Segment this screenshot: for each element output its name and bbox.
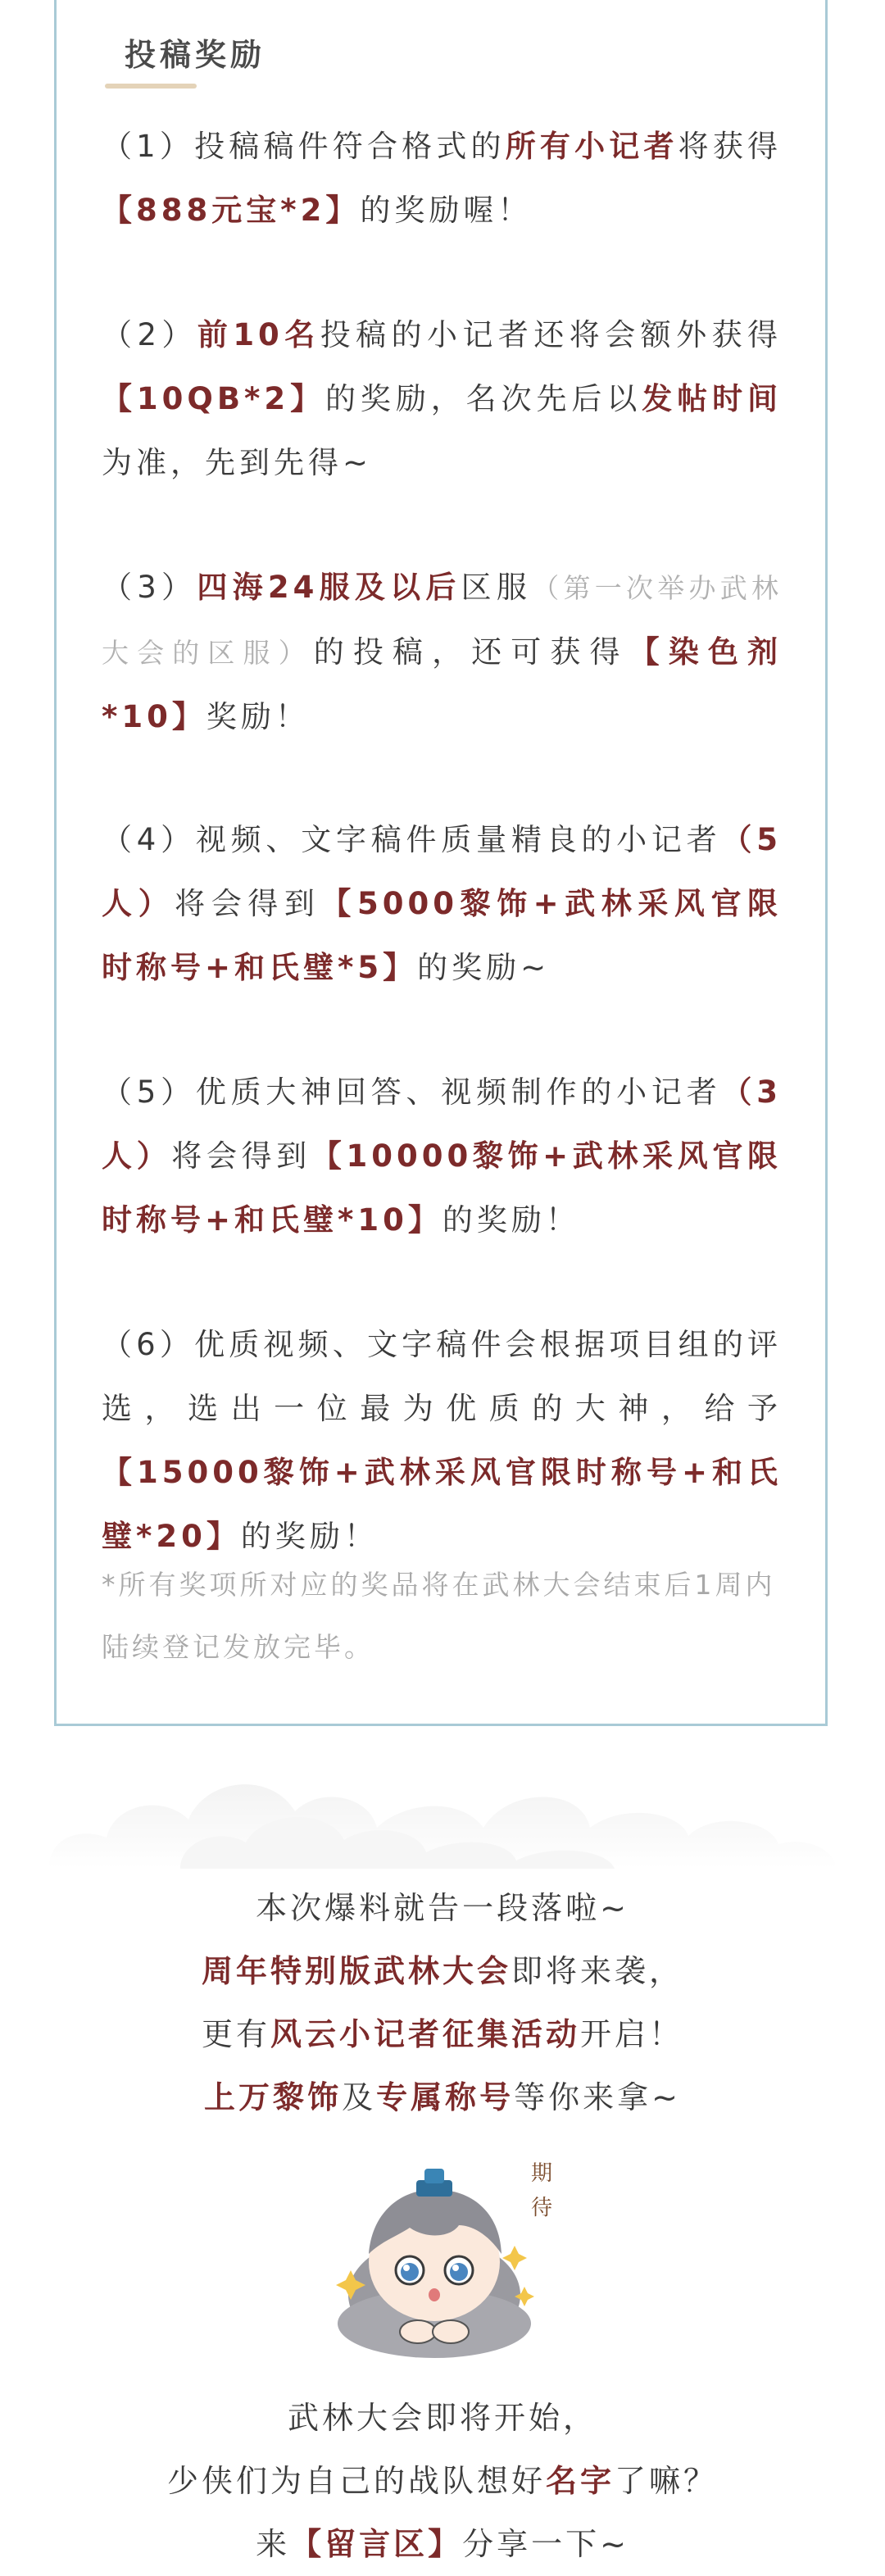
item-text: 投稿的小记者还将会额外获得 [320, 317, 783, 352]
reward-item-6 [102, 1313, 782, 1569]
item-label: （3） [102, 570, 197, 605]
item-highlight: 所有小记者 [505, 129, 678, 164]
comment-section-link: 【留言区】 [290, 2526, 463, 2562]
closing-line-2 [0, 2450, 885, 2513]
item-text: 投稿稿件符合格式的 [194, 129, 506, 164]
outro-text: 及 [342, 2079, 377, 2115]
item-highlight: 发帖时间 [642, 381, 782, 416]
item-text: 的投稿，还可获得 [313, 634, 629, 670]
closing-text: 少侠们为自己的战队想好 [166, 2463, 546, 2499]
item-label: （4） [102, 822, 196, 857]
title-underline [105, 84, 197, 89]
item-highlight: 【10000黎饰+武林采风官限时称号+和氏璧*10】 [102, 1138, 783, 1238]
outro-highlight: 周年特别版武林大会 [201, 1953, 511, 1989]
closing-text: 了嘛？ [615, 2463, 719, 2499]
chibi-character-icon [328, 2147, 557, 2369]
item-label: （5） [102, 1074, 196, 1110]
closing-line-3 [0, 2513, 885, 2576]
item-highlight: 前10名 [197, 317, 320, 352]
item-highlight: 【888元宝*2】 [102, 193, 361, 228]
item-highlight: 【10QB*2】 [102, 381, 325, 416]
item-text: 的奖励~ [417, 950, 551, 985]
reward-item-4 [102, 808, 782, 1000]
reward-item-2 [102, 303, 782, 495]
outro-highlight: 上万黎饰 [204, 2079, 343, 2115]
item-label: （6） [102, 1327, 195, 1362]
outro-text: 开启！ [580, 2016, 684, 2052]
outro-text: 更有 [201, 2016, 270, 2052]
item-highlight: 【染色剂*10】 [102, 634, 783, 734]
outro-text: 即将来袭， [511, 1953, 684, 1989]
cloud-divider-icon [0, 1746, 885, 1877]
mascot-caption: 待 [531, 2196, 553, 2220]
outro-line-1: 本次爆料就告一段落啦~ [256, 1890, 629, 1926]
outro-line-2 [0, 1940, 885, 2003]
item-highlight: 四海24服及以后 [197, 570, 461, 605]
outro-highlight: 风云小记者征集活动 [270, 2016, 580, 2052]
item-text: 将获得 [678, 129, 783, 164]
reward-item-1 [102, 115, 782, 243]
closing-text: 分享一下~ [462, 2526, 629, 2562]
item-text: 优质视频、文字稿件会根据项目组的评选，选出一位最为优质的大神，给予 [102, 1327, 783, 1426]
item-highlight: （5人） [102, 822, 783, 921]
item-text: 为准，先到先得~ [102, 445, 373, 480]
outro-highlight: 专属称号 [376, 2079, 515, 2115]
item-text: 将会得到 [171, 1138, 311, 1174]
item-text: 奖励！ [206, 699, 310, 734]
item-text: 优质大神回答、视频制作的小记者 [195, 1074, 722, 1110]
item-label: （2） [102, 317, 197, 352]
item-text: 视频、文字稿件质量精良的小记者 [195, 822, 722, 857]
footnote: *所有奖项所对应的奖品将在武林大会结束后1周内陆续登记发放完毕。 [102, 1569, 776, 1663]
item-text: 的奖励喔！ [360, 193, 533, 228]
item-label: （1） [102, 129, 195, 164]
item-muted-note: （第一次举办武林大会的区服） [102, 572, 783, 669]
outro-line-4 [0, 2066, 885, 2129]
outro-line-3 [0, 2003, 885, 2066]
item-text: 将会得到 [175, 886, 321, 921]
closing-highlight: 名字 [545, 2463, 615, 2499]
item-text: 的奖励！ [240, 1519, 379, 1554]
item-text: 区服 [461, 570, 533, 605]
reward-item-3 [102, 556, 782, 749]
item-text: 的奖励，名次先后以 [325, 381, 642, 416]
item-highlight: 【15000黎饰+武林采风官限时称号+和氏璧*20】 [102, 1455, 782, 1554]
closing-line-1: 武林大会即将开始， [287, 2400, 597, 2436]
item-highlight: 【5000黎饰+武林采风官限时称号+和氏璧*5】 [102, 886, 783, 985]
outro-text: 等你来拿~ [514, 2079, 681, 2115]
item-text: 的奖励！ [442, 1202, 580, 1238]
closing-text: 来 [256, 2526, 291, 2562]
item-highlight: （3人） [102, 1074, 783, 1174]
section-title: 投稿奖励 [125, 37, 266, 73]
mascot-caption: 期 [531, 2161, 553, 2186]
reward-item-5 [102, 1061, 782, 1252]
